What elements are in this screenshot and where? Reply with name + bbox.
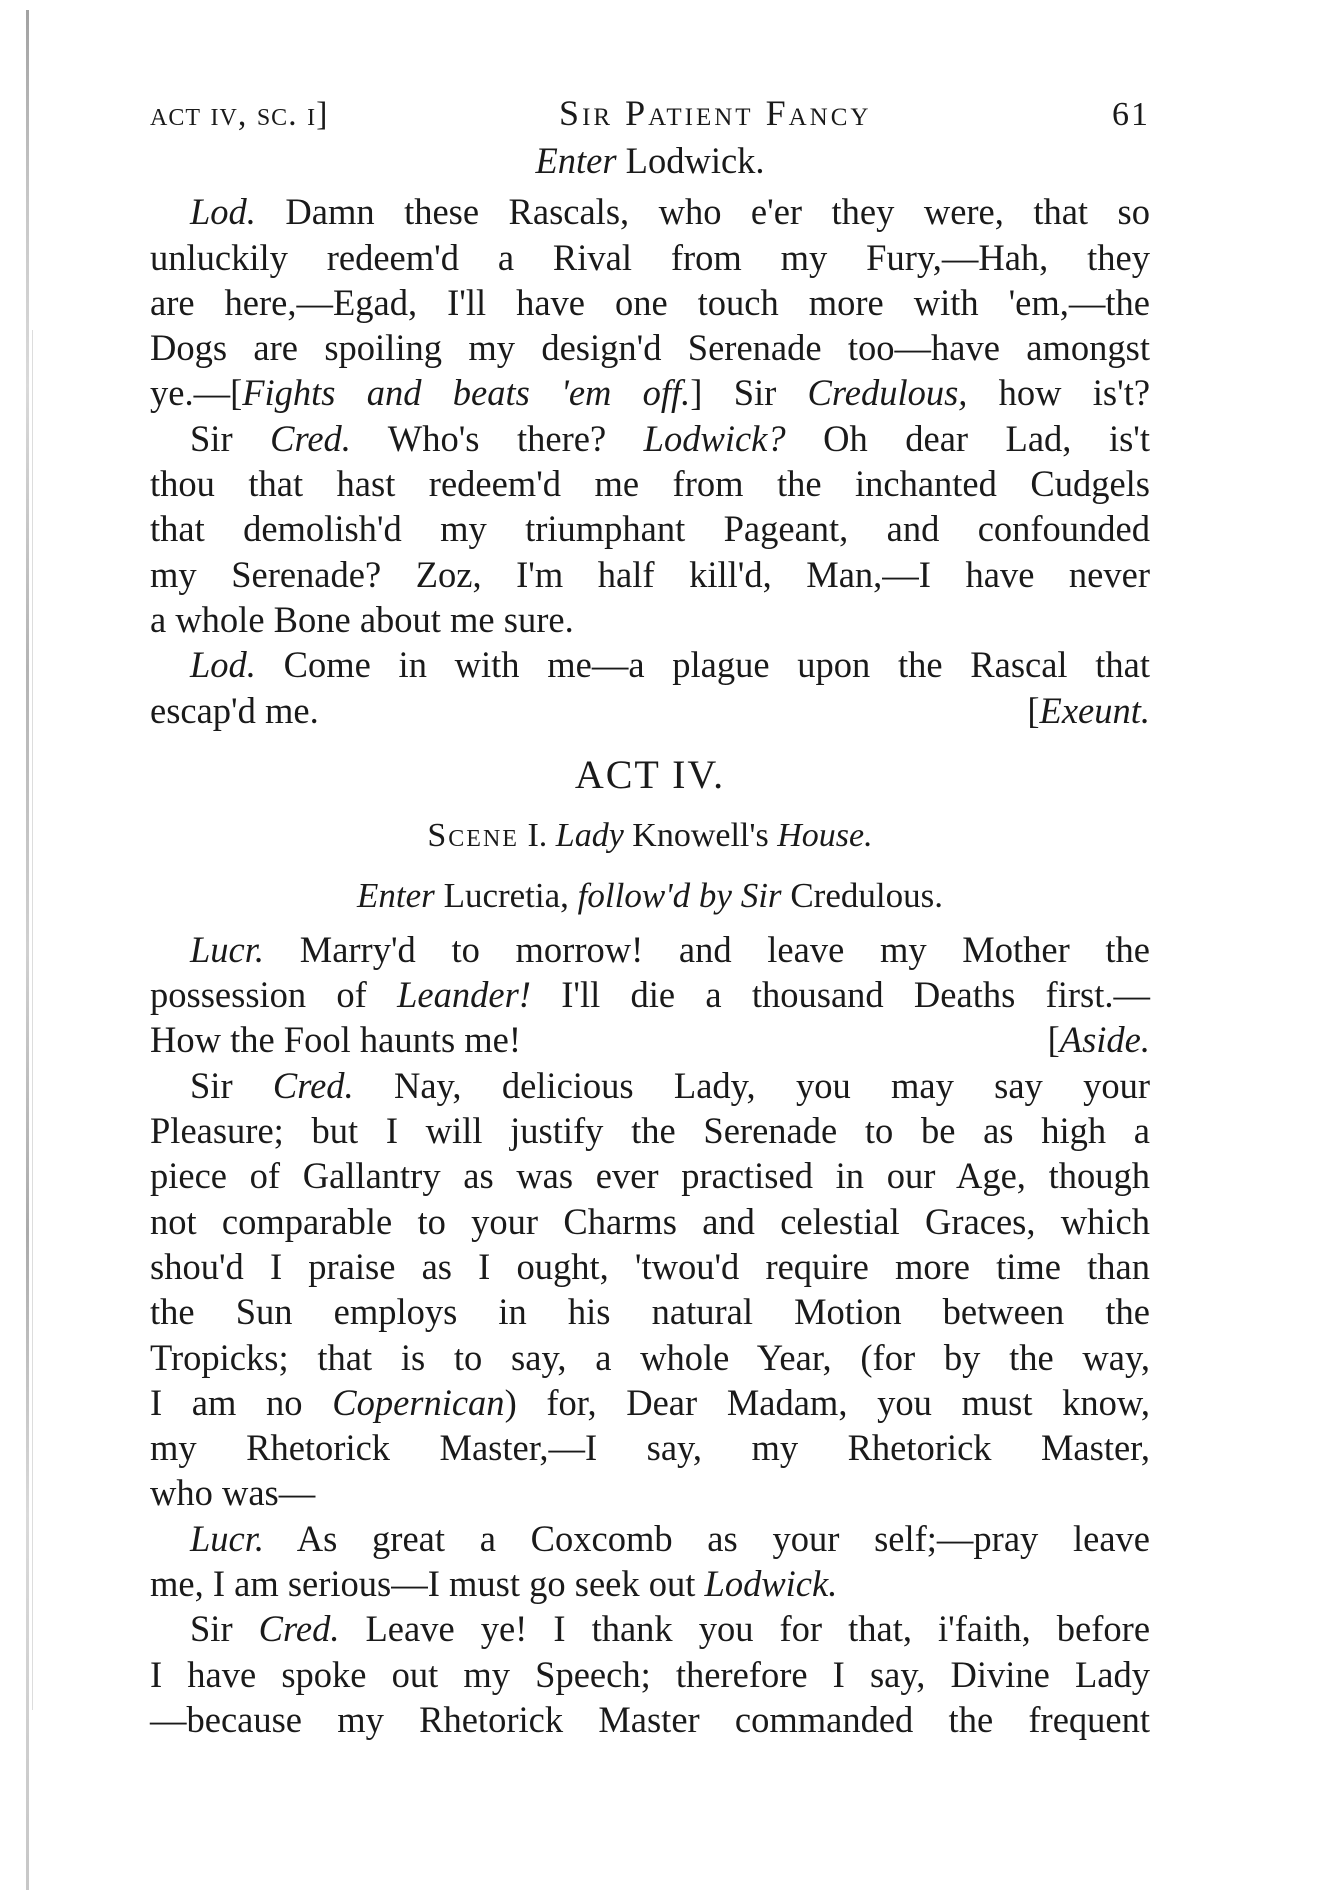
- speech-line: I am no Copernican) for, Dear Madam, you must know,: [150, 1381, 1151, 1423]
- scene-heading: Scene I. Lady Knowell's House.: [427, 816, 873, 854]
- speech-line: my Rhetorick Master,—I say, my Rhetorick Master,: [150, 1427, 1150, 1469]
- speech-line: Sir Cred. Who's there? Lodwick? Oh dear Lad, is't: [190, 417, 1151, 459]
- page-number: 61: [1111, 96, 1150, 133]
- stage-direction: Fights and beats 'em off.: [242, 372, 691, 414]
- binding-edge: [26, 10, 29, 1890]
- speech-line: who was—: [150, 1472, 316, 1514]
- speech-line: escap'd me. [Exeunt.: [150, 688, 1150, 733]
- speech-line: possession of Leander! I'll die a thousand Deaths first.—: [150, 974, 1150, 1016]
- stage-direction-aside: [Aside.: [1047, 1019, 1150, 1061]
- running-head-act-scene: act iv, sc. i]: [150, 96, 329, 133]
- speech-line: not comparable to your Charms and celestial Graces, which: [150, 1200, 1150, 1242]
- speaker-name: Cred.: [272, 1064, 354, 1106]
- running-head: [150, 92, 1150, 138]
- speech-line: I have spoke out my Speech; therefore I say, Divine Lady: [150, 1653, 1150, 1695]
- speech-line: Lod. Come in with me—a plague upon the Rascal that: [190, 644, 1151, 686]
- speech-line: Sir Cred. Nay, delicious Lady, you may say your: [190, 1064, 1150, 1106]
- speech-line: unluckily redeem'd a Rival from my Fury,—Hah, they: [150, 236, 1150, 278]
- speech-line: How the Fool haunts me! [Aside.: [150, 1017, 1150, 1062]
- speech-line: piece of Gallantry as was ever practised in our Age, though: [150, 1155, 1150, 1197]
- running-head-title: Sir Patient Fancy: [559, 93, 872, 133]
- speech-line: Pleasure; but I will justify the Serenade to be as high a: [150, 1110, 1150, 1152]
- speaker-name: Cred.: [270, 417, 351, 459]
- speaker-name: Lod.: [190, 644, 256, 686]
- stage-direction-enter-lodwick: Enter Lodwick.: [535, 140, 765, 181]
- speech-line: a whole Bone about me sure.: [150, 598, 574, 640]
- binding-edge-shadow: [32, 330, 33, 1710]
- speech-line: Sir Cred. Leave ye! I thank you for that, i'faith, before: [190, 1608, 1151, 1650]
- speech-line: thou that hast redeem'd me from the inchanted Cudgels: [150, 463, 1150, 505]
- speech-line: Tropicks; that is to say, a whole Year, (for by the way,: [150, 1336, 1150, 1378]
- speech-line: Lucr. As great a Coxcomb as your self;—pray leave: [190, 1517, 1150, 1559]
- speech-line: Lucr. Marry'd to morrow! and leave my Mother the: [190, 928, 1150, 970]
- stage-direction-exeunt: [Exeunt.: [1027, 689, 1150, 731]
- speech-line: shou'd I praise as I ought, 'twou'd require more time than: [150, 1245, 1150, 1287]
- speech-line: me, I am serious—I must go seek out Lodwick.: [150, 1563, 838, 1605]
- speaker-name: Lod.: [190, 191, 256, 233]
- speech-line: are here,—Egad, I'll have one touch more with 'em,—the: [150, 281, 1150, 323]
- speech-line: Dogs are spoiling my design'd Serenade too—have amongst: [150, 327, 1150, 369]
- speaker-name: Lucr.: [190, 1517, 265, 1559]
- speaker-name: Lucr.: [190, 928, 265, 970]
- speech-line: —because my Rhetorick Master commanded the frequent: [150, 1698, 1150, 1740]
- speech-line: my Serenade? Zoz, I'm half kill'd, Man,—I have never: [150, 553, 1150, 595]
- speech-line: the Sun employs in his natural Motion between the: [150, 1291, 1150, 1333]
- act-heading: ACT IV.: [574, 751, 726, 797]
- speech-line: ye.—[Fights and beats 'em off.] Sir Credulous, how is't?: [150, 372, 1151, 414]
- speaker-name: Cred.: [258, 1608, 340, 1650]
- speech-line: Lod. Damn these Rascals, who e'er they were, that so: [190, 191, 1150, 233]
- speech-line: that demolish'd my triumphant Pageant, and confounded: [150, 508, 1150, 550]
- book-page: [150, 92, 1150, 1742]
- stage-direction-enter-lucretia: Enter Lucretia, follow'd by Sir Credulous.: [357, 875, 943, 915]
